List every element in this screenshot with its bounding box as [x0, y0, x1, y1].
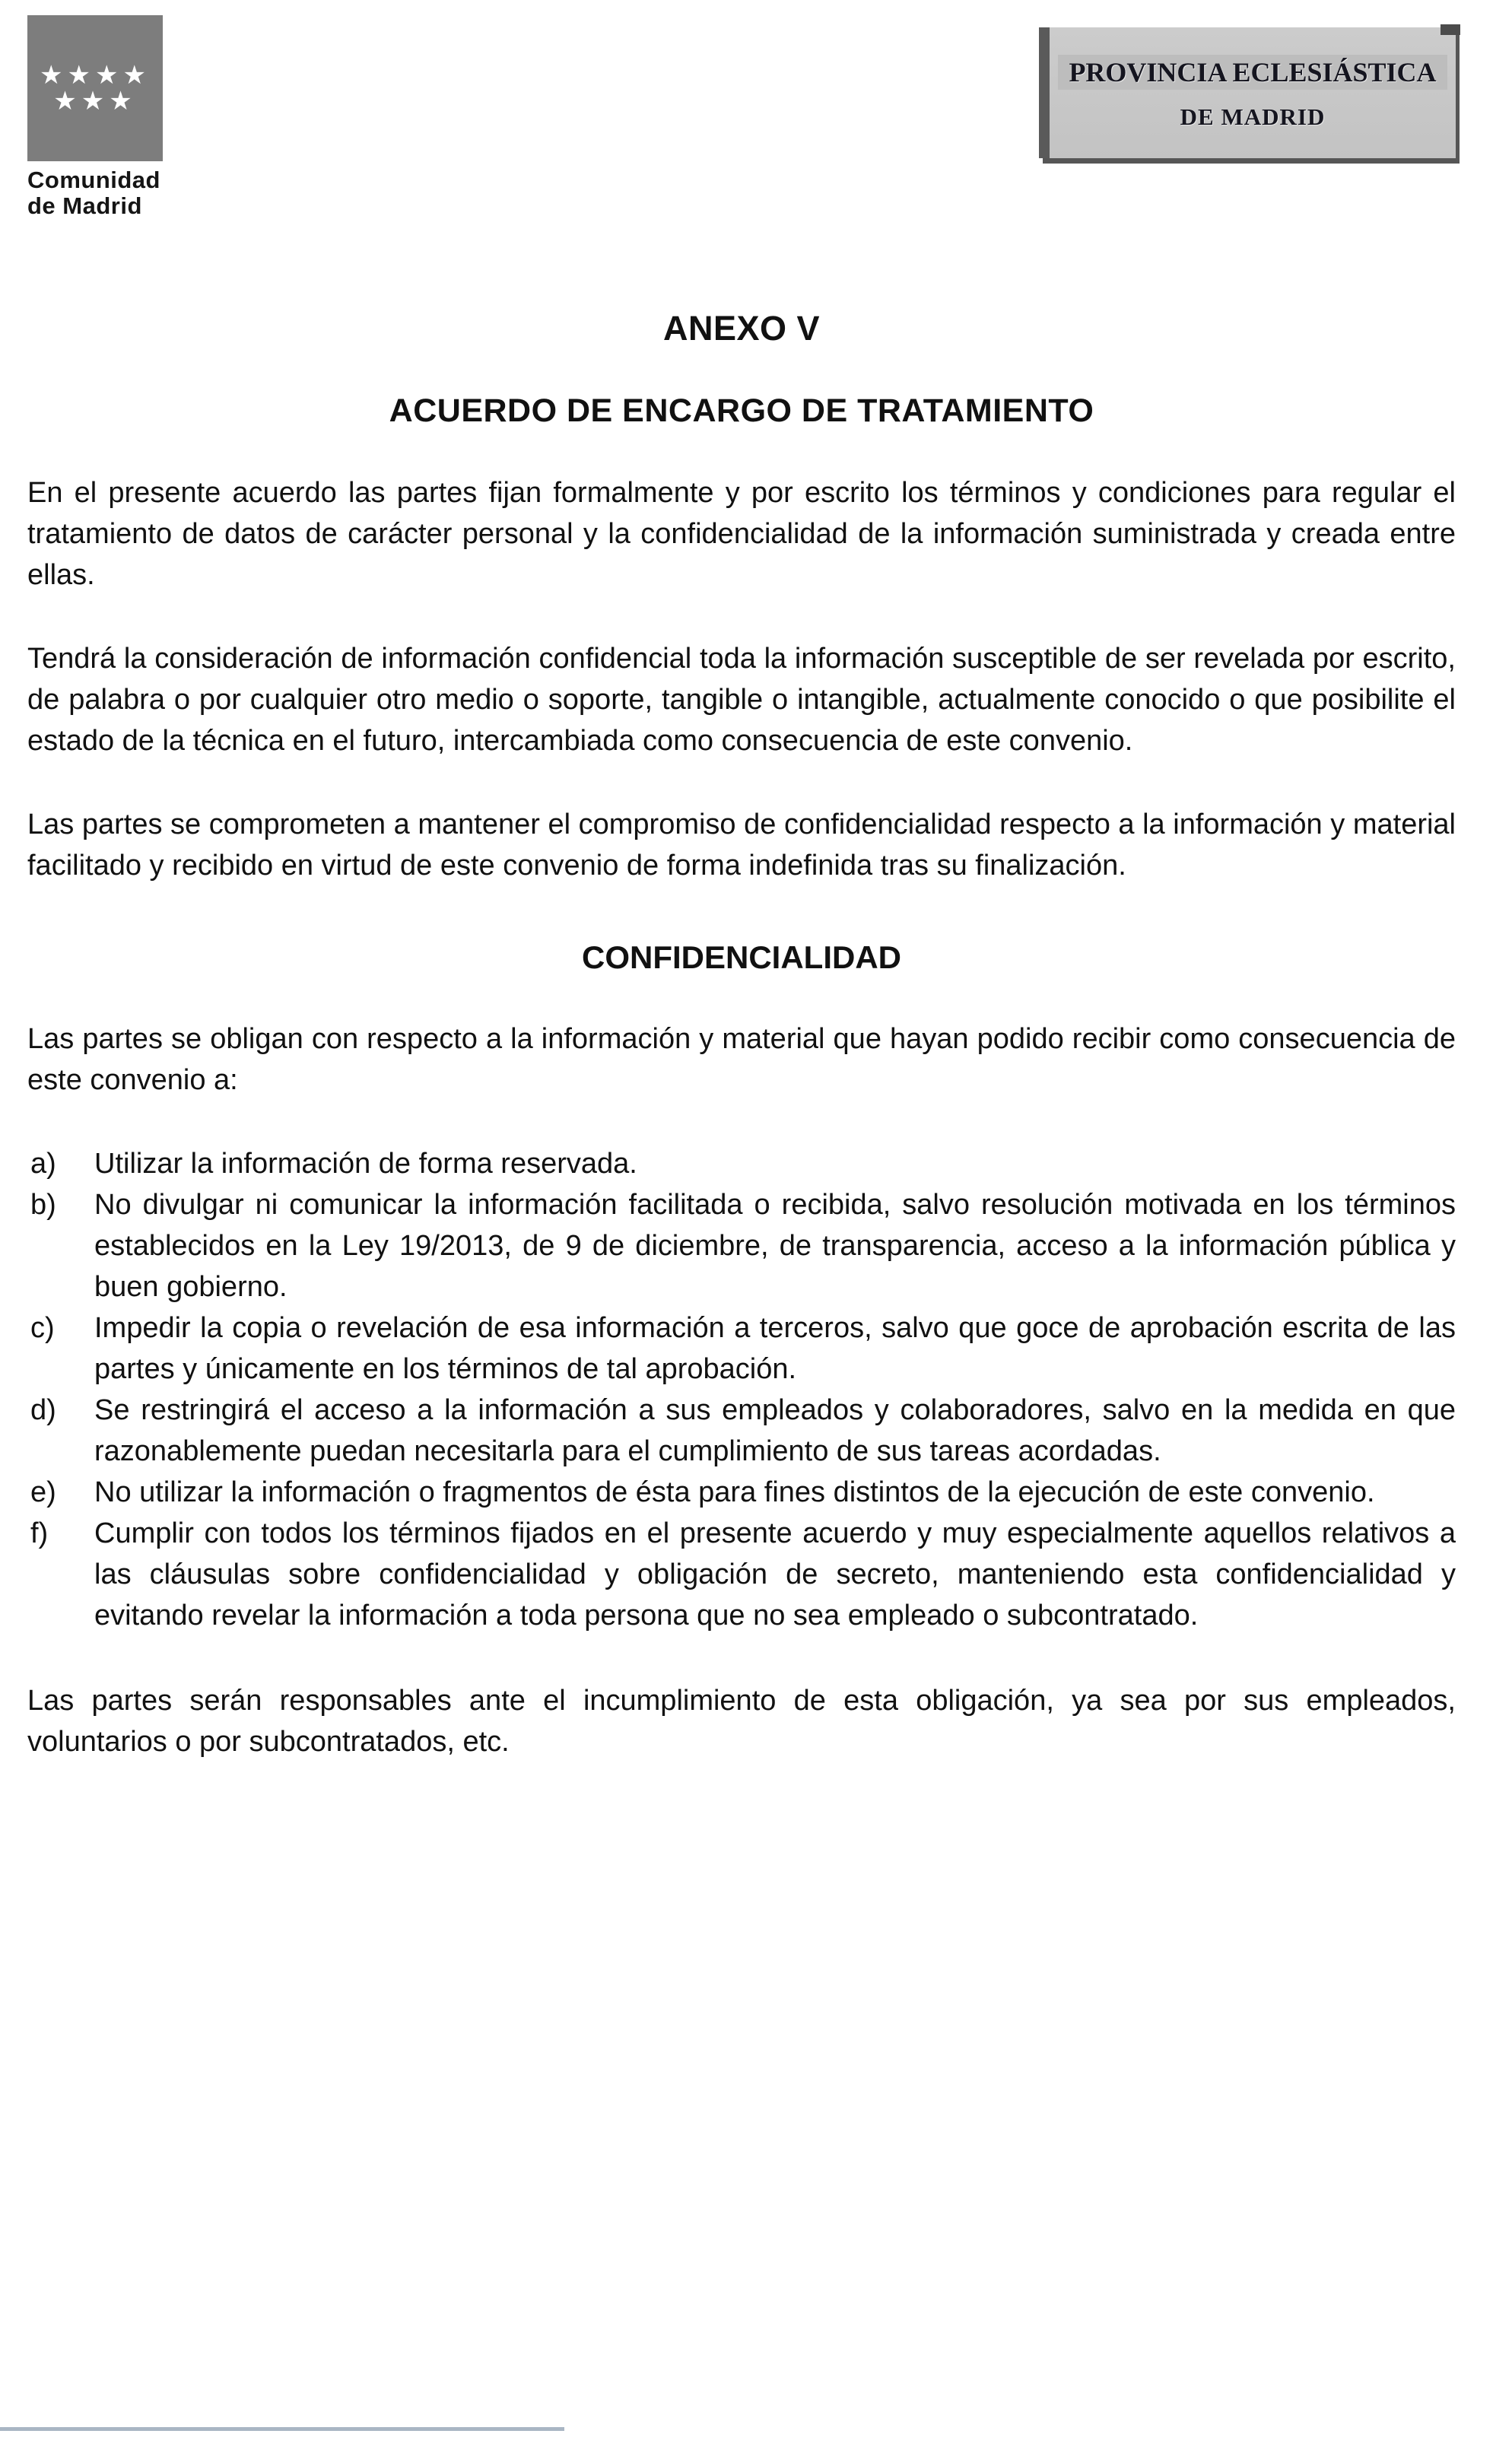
list-item-text: Utilizar la información de forma reservada. [94, 1148, 637, 1180]
page-header [27, 15, 1456, 219]
section-heading-confidencialidad: CONFIDENCIALIDAD [582, 939, 901, 975]
list-item-label: d) [30, 1394, 56, 1426]
caption-line-1: Comunidad [27, 167, 160, 193]
provincia-eclesiastica-subtitle: DE MADRID [1180, 103, 1326, 130]
list-item-text: Impedir la copia o revelación de esa información a terceros, salvo que goce de aprobación escrita de las partes y únicamente en los términos de tal aprobación. [94, 1312, 1456, 1385]
provincia-eclesiastica-title: PROVINCIA ECLESIÁSTICA [1058, 55, 1447, 90]
list-item-label: f) [30, 1517, 49, 1549]
list-item-b [27, 1184, 1456, 1307]
document-title: ANEXO V [662, 309, 821, 348]
list-item-label: a) [30, 1148, 56, 1180]
section-intro: Las partes se obligan con respecto a la información y material que hayan podido recibir como consecuencia de este convenio a: [27, 1023, 1456, 1096]
document-subtitle: ACUERDO DE ENCARGO DE TRATAMIENTO [389, 392, 1094, 429]
paragraph-confidential-definition: Tendrá la consideración de información confidencial toda la información susceptible de ser revelada por escrito, de palabra o por cualquier otro medio o soporte, tangible o intangible, actualmente conocido o que posibilite el estado de la técnica en el futuro, intercambiada como consecuencia de este convenio. [27, 643, 1456, 757]
list-item-a [27, 1143, 1456, 1184]
provincia-eclesiastica-logo [1039, 27, 1456, 158]
list-item-d [27, 1390, 1456, 1472]
closing-paragraph: Las partes serán responsables ante el incumplimiento de esta obligación, ya sea por sus empleados, voluntarios o por subcontratados, etc. [27, 1685, 1456, 1758]
comunidad-madrid-flag-icon [27, 15, 163, 161]
list-item-text: Cumplir con todos los términos fijados en el presente acuerdo y muy especialmente aquellos relativos a las cláusulas sobre confidencialidad y obligación de secreto, manteniendo esta confidencialidad y evitando revelar la información a toda persona que no sea empleado o subcontratado. [94, 1517, 1456, 1632]
list-item-text: No divulgar ni comunicar la información facilitada o recibida, salvo resolución motivada en los términos establecidos en la Ley 19/2013, de 9 de diciembre, de transparencia, acceso a la información pública y buen gobierno. [94, 1189, 1456, 1303]
paragraph-intro-terms: En el presente acuerdo las partes fijan formalmente y por escrito los términos y condiciones para regular el tratamiento de datos de carácter personal y la confidencialidad de la información suministrada y creada entre ellas. [27, 477, 1456, 591]
comunidad-madrid-logo [27, 15, 179, 219]
list-item-label: b) [30, 1189, 56, 1221]
flag-stars-top-row: ★★★★ [40, 61, 151, 90]
comunidad-madrid-caption [27, 167, 179, 219]
list-item-text: No utilizar la información o fragmentos de ésta para fines distintos de la ejecución de este convenio. [94, 1476, 1375, 1508]
caption-line-2: de Madrid [27, 192, 142, 219]
list-item-label: c) [30, 1312, 55, 1344]
list-item-text: Se restringirá el acceso a la información a sus empleados y colaboradores, salvo en la medida en que razonablemente puedan necesitarla para el cumplimiento de sus tareas acordadas. [94, 1394, 1456, 1467]
scan-artifact-line [0, 2427, 564, 2431]
list-item-c [27, 1307, 1456, 1390]
flag-stars-bottom-row: ★★★ [53, 87, 137, 116]
list-item-f [27, 1513, 1456, 1636]
paragraph-commitment: Las partes se comprometen a mantener el compromiso de confidencialidad respecto a la información y material facilitado y recibido en virtud de este convenio de forma indefinida tras su finalización. [27, 809, 1456, 882]
list-item-e [27, 1472, 1456, 1513]
obligations-list [27, 1143, 1456, 1636]
list-item-label: e) [30, 1476, 56, 1508]
